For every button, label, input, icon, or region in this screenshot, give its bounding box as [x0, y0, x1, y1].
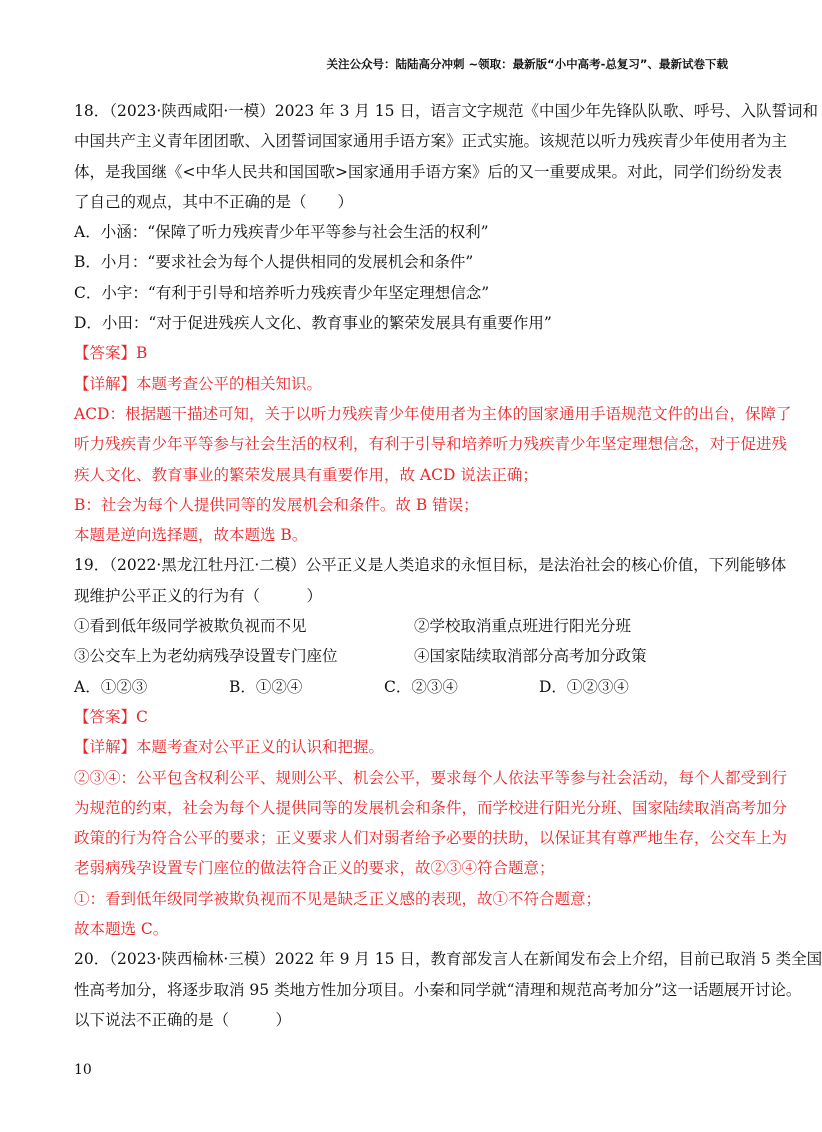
explanation-line: 政策的行为符合公平的要求；正义要求人们对弱者给予必要的扶助，以保证其有尊严地生存，公交车上为 — [74, 829, 788, 848]
option-b: B．小月：“要求社会为每个人提供相同的发展机会和条件” — [74, 253, 474, 272]
explanation-line: B：社会为每个人提供同等的发展机会和条件。故 B 错误； — [74, 495, 479, 514]
question-stem-line: 了自己的观点，其中不正确的是（ ） — [74, 192, 354, 211]
option-d: D．小田：“对于促进残疾人文化、教育事业的繁荣发展具有重要作用” — [74, 314, 552, 333]
explanation-line: 故本题选 C。 — [74, 920, 169, 939]
answer-line — [74, 702, 732, 732]
detail-intro: 本题考查公平的相关知识。 — [136, 374, 323, 393]
explanation-line: 本题是逆向选择题，故本题选 B。 — [74, 526, 308, 545]
answer-tag: 【答案】 — [74, 344, 137, 363]
question-stem-line: 性高考加分，将逐步取消 95 类地方性加分项目。小秦和同学就“清理和规范高考加分”这一话题展开讨论。 — [74, 980, 802, 999]
answer-value: C — [136, 707, 148, 726]
question-stem-line: 20．（2023·陕西榆林·三模）2022 年 9 月 15 日，教育部发言人在新闻发布会上介绍，目前已取消 5 类全国 — [74, 950, 822, 969]
statement-3: ③公交车上为老幼病残孕设置专门座位 — [74, 647, 338, 666]
option-c: C．②③④ — [384, 677, 458, 696]
statement-row — [74, 611, 732, 641]
explanation-line: 听力残疾青少年平等参与社会生活的权利，有利于引导和培养听力残疾青少年坚定理想信念，对于促进残 — [74, 435, 788, 454]
question-stem-line: 以下说法不正确的是（ ） — [74, 1010, 292, 1029]
page-header: 关注公众号：陆陆高分冲刺 ~领取：最新版“小中高考-总复习”、最新试卷下载 — [326, 57, 728, 71]
statement-row — [74, 641, 732, 671]
page-number: 10 — [74, 1062, 92, 1078]
options-row — [74, 672, 732, 702]
explanation-line: ①：看到低年级同学被欺负视而不见是缺乏正义感的表现，故①不符合题意； — [74, 889, 602, 908]
option-b: B．①②④ — [229, 677, 303, 696]
detail-tag: 【详解】 — [74, 374, 137, 393]
question-stem-line: 18．（2023·陕西咸阳·一模）2023 年 3 月 15 日，语言文字规范《中国少年先锋队队歌、呼号、入队誓词和 — [74, 102, 818, 120]
statement-2: ②学校取消重点班进行阳光分班 — [414, 617, 632, 636]
detail-tag: 【详解】 — [74, 738, 137, 757]
explanation-line: ACD：根据题干描述可知，关于以听力残疾青少年使用者为主体的国家通用手语规范文件的出台，保障了 — [74, 404, 792, 423]
question-stem-line: 中国共产主义青年团团歌、入团誓词国家通用手语方案》正式实施。该规范以听力残疾青少年使用者为主 — [74, 132, 788, 151]
explanation-line: 疾人文化、教育事业的繁荣发展具有重要作用，故 ACD 说法正确； — [74, 465, 538, 484]
statement-4: ④国家陆续取消部分高考加分政策 — [414, 647, 647, 666]
answer-value: B — [136, 344, 148, 363]
question-stem-line: 体，是我国继《<中华人民共和国国歌>国家通用手语方案》后的又一重要成果。对此，同学们纷纷发表 — [74, 162, 782, 181]
detail-line — [74, 732, 732, 762]
explanation-line: 为规范的约束，社会为每个人提供同等的发展机会和条件，而学校进行阳光分班、国家陆续取消高考加分 — [74, 798, 788, 817]
statement-1: ①看到低年级同学被欺负视而不见 — [74, 617, 307, 636]
question-18 — [74, 96, 818, 550]
option-d: D．①②③④ — [539, 677, 629, 696]
answer-line — [74, 338, 732, 368]
page-content — [74, 96, 822, 1035]
explanation-line: 老弱病残孕设置专门座位的做法符合正义的要求，故②③④符合题意； — [74, 859, 555, 878]
detail-intro: 本题考查对公平正义的认识和把握。 — [136, 738, 385, 757]
option-a: A．小涵：“保障了听力残疾青少年平等参与社会生活的权利” — [74, 223, 489, 242]
answer-tag: 【答案】 — [74, 707, 137, 726]
detail-line — [74, 369, 732, 399]
question-20 — [74, 944, 822, 1035]
question-19 — [74, 550, 788, 944]
question-stem-line: 现维护公平正义的行为有（ ） — [74, 586, 323, 605]
option-a: A．①②③ — [74, 677, 148, 696]
explanation-line: ②③④：公平包含权利公平、规则公平、机会公平，要求每个人依法平等参与社会活动，每个人都受到行 — [74, 768, 788, 787]
question-stem-line: 19．（2022·黑龙江牡丹江·二模）公平正义是人类追求的永恒目标，是法治社会的核心价值，下列能够体 — [74, 556, 787, 575]
option-c: C．小宇：“有利于引导和培养听力残疾青少年坚定理想信念” — [74, 283, 490, 302]
